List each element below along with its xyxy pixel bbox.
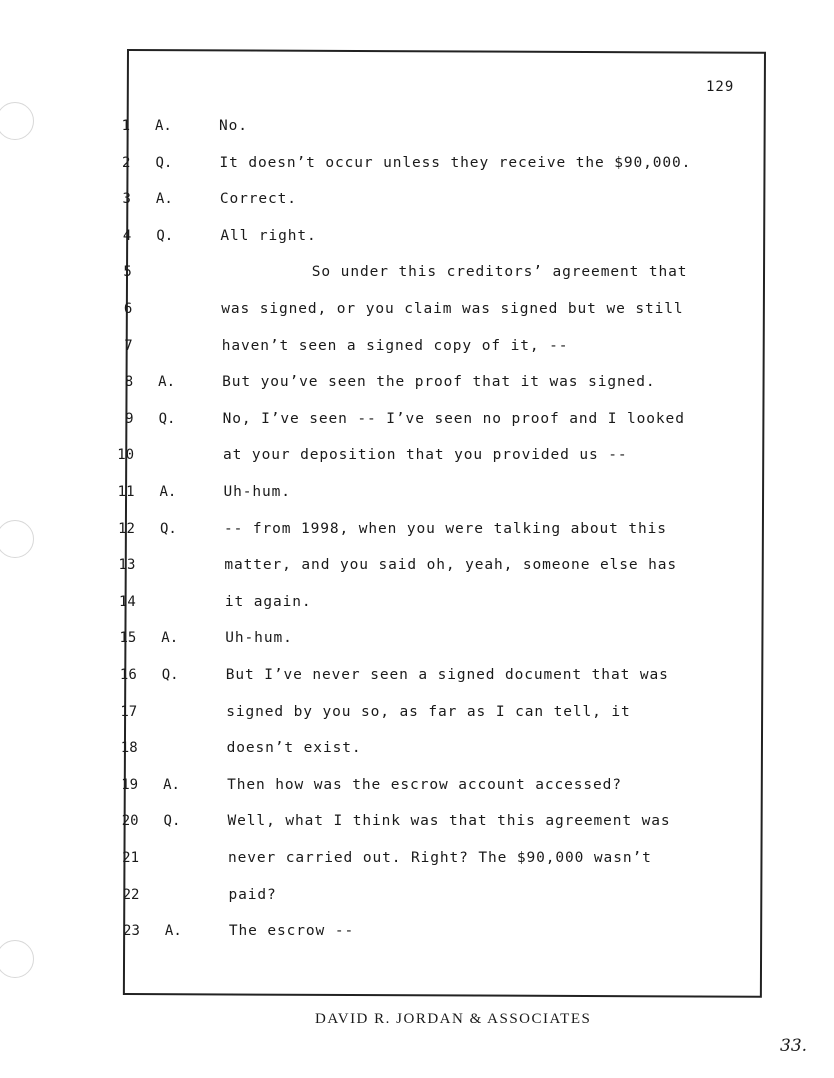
transcript-line xyxy=(107,667,787,691)
line-number: 14 xyxy=(118,593,136,610)
line-number: 21 xyxy=(122,850,139,866)
line-number: 11 xyxy=(117,484,135,500)
speaker-label: A. xyxy=(159,484,177,500)
speaker-label: Q. xyxy=(161,667,179,683)
testimony-text: was signed, or you claim was signed but we still xyxy=(221,301,684,317)
transcript-line xyxy=(105,557,785,581)
speaker-label: Q. xyxy=(156,227,174,244)
testimony-text: Uh-hum. xyxy=(225,630,293,647)
transcript-line xyxy=(100,118,780,142)
transcript-line xyxy=(105,484,785,508)
court-reporter-footer: DAVID R. JORDAN & ASSOCIATES xyxy=(315,1011,592,1027)
testimony-text: doesn’t exist. xyxy=(226,740,362,757)
testimony-text: signed by you so, as far as I can tell, it xyxy=(226,703,631,720)
line-number: 2 xyxy=(122,154,131,171)
binder-hole-bottom xyxy=(0,940,34,978)
transcript-line xyxy=(109,850,789,874)
line-number: 10 xyxy=(117,447,135,464)
line-number: 22 xyxy=(122,886,140,903)
line-number: 3 xyxy=(122,191,131,208)
testimony-text: All right. xyxy=(220,227,317,244)
speaker-label: A. xyxy=(161,630,179,647)
transcript-line xyxy=(110,923,790,947)
transcript-line xyxy=(109,813,789,837)
testimony-text: Well, what I think was that this agreement was xyxy=(227,813,671,830)
line-number: 5 xyxy=(123,264,132,281)
transcript-line xyxy=(101,228,781,252)
speaker-label: Q. xyxy=(155,154,173,171)
binder-hole-middle xyxy=(0,520,34,558)
testimony-text: But you’ve seen the proof that it was signed. xyxy=(222,374,656,391)
testimony-text: But I’ve never seen a signed document that was xyxy=(225,667,669,683)
testimony-text: It doesn’t occur unless they receive the $90,000. xyxy=(219,154,692,171)
line-number: 20 xyxy=(121,813,139,830)
transcript-line xyxy=(103,338,783,362)
transcript-line xyxy=(101,191,781,215)
line-number: 17 xyxy=(120,703,138,720)
testimony-text: Then how was the escrow account accessed? xyxy=(227,776,622,793)
transcript-line xyxy=(100,155,780,179)
transcript-line xyxy=(106,630,786,654)
speaker-label: A. xyxy=(163,776,180,793)
line-number: 19 xyxy=(121,776,139,793)
line-number: 8 xyxy=(124,374,134,391)
transcript-line xyxy=(108,740,788,764)
speaker-label: Q. xyxy=(158,410,176,427)
transcript-line xyxy=(104,447,784,471)
line-number: 18 xyxy=(120,740,138,757)
speaker-label: A. xyxy=(164,923,182,940)
line-number: 4 xyxy=(122,227,132,244)
testimony-text: So under this creditors’ agreement that xyxy=(311,264,688,281)
transcript-line xyxy=(103,374,783,398)
testimony-text: at your deposition that you provided us -- xyxy=(223,447,628,464)
testimony-text: Uh-hum. xyxy=(223,484,291,500)
transcript-line xyxy=(102,264,782,288)
speaker-label: Q. xyxy=(163,813,181,830)
testimony-text: paid? xyxy=(228,886,277,903)
speaker-label: A. xyxy=(158,374,175,391)
page-number: 129 xyxy=(706,79,735,95)
testimony-text: never carried out. Right? The $90,000 wasn’t xyxy=(228,850,652,866)
line-number: 1 xyxy=(121,118,130,134)
speaker-label: A. xyxy=(155,191,173,208)
testimony-text: -- from 1998, when you were talking about this xyxy=(223,520,667,537)
testimony-text: matter, and you said oh, yeah, someone else has xyxy=(224,557,677,574)
line-number: 15 xyxy=(119,630,137,647)
line-number: 7 xyxy=(124,337,133,354)
transcript-line xyxy=(108,777,788,801)
transcript-line xyxy=(102,301,782,325)
line-number: 23 xyxy=(123,923,140,940)
line-number: 12 xyxy=(118,520,135,537)
transcript-line xyxy=(107,704,787,728)
testimony-text: Correct. xyxy=(219,191,297,208)
transcript-line xyxy=(106,594,786,618)
testimony-text: it again. xyxy=(224,593,312,610)
testimony-text: The escrow -- xyxy=(228,923,355,940)
line-number: 9 xyxy=(125,410,134,427)
testimony-text: No. xyxy=(219,118,248,134)
line-number: 16 xyxy=(119,667,137,683)
testimony-text: haven’t seen a signed copy of it, -- xyxy=(221,337,569,354)
binder-hole-top xyxy=(0,102,34,140)
transcript-line xyxy=(104,411,784,435)
line-number: 13 xyxy=(118,557,136,574)
transcript-line xyxy=(105,521,785,545)
transcript-line xyxy=(109,887,789,911)
speaker-label: Q. xyxy=(159,520,177,537)
line-number: 6 xyxy=(123,301,133,317)
testimony-text: No, I’ve seen -- I’ve seen no proof and I looked xyxy=(222,410,685,427)
handwritten-page-mark: 33. xyxy=(780,1036,808,1056)
speaker-label: A. xyxy=(155,118,172,134)
